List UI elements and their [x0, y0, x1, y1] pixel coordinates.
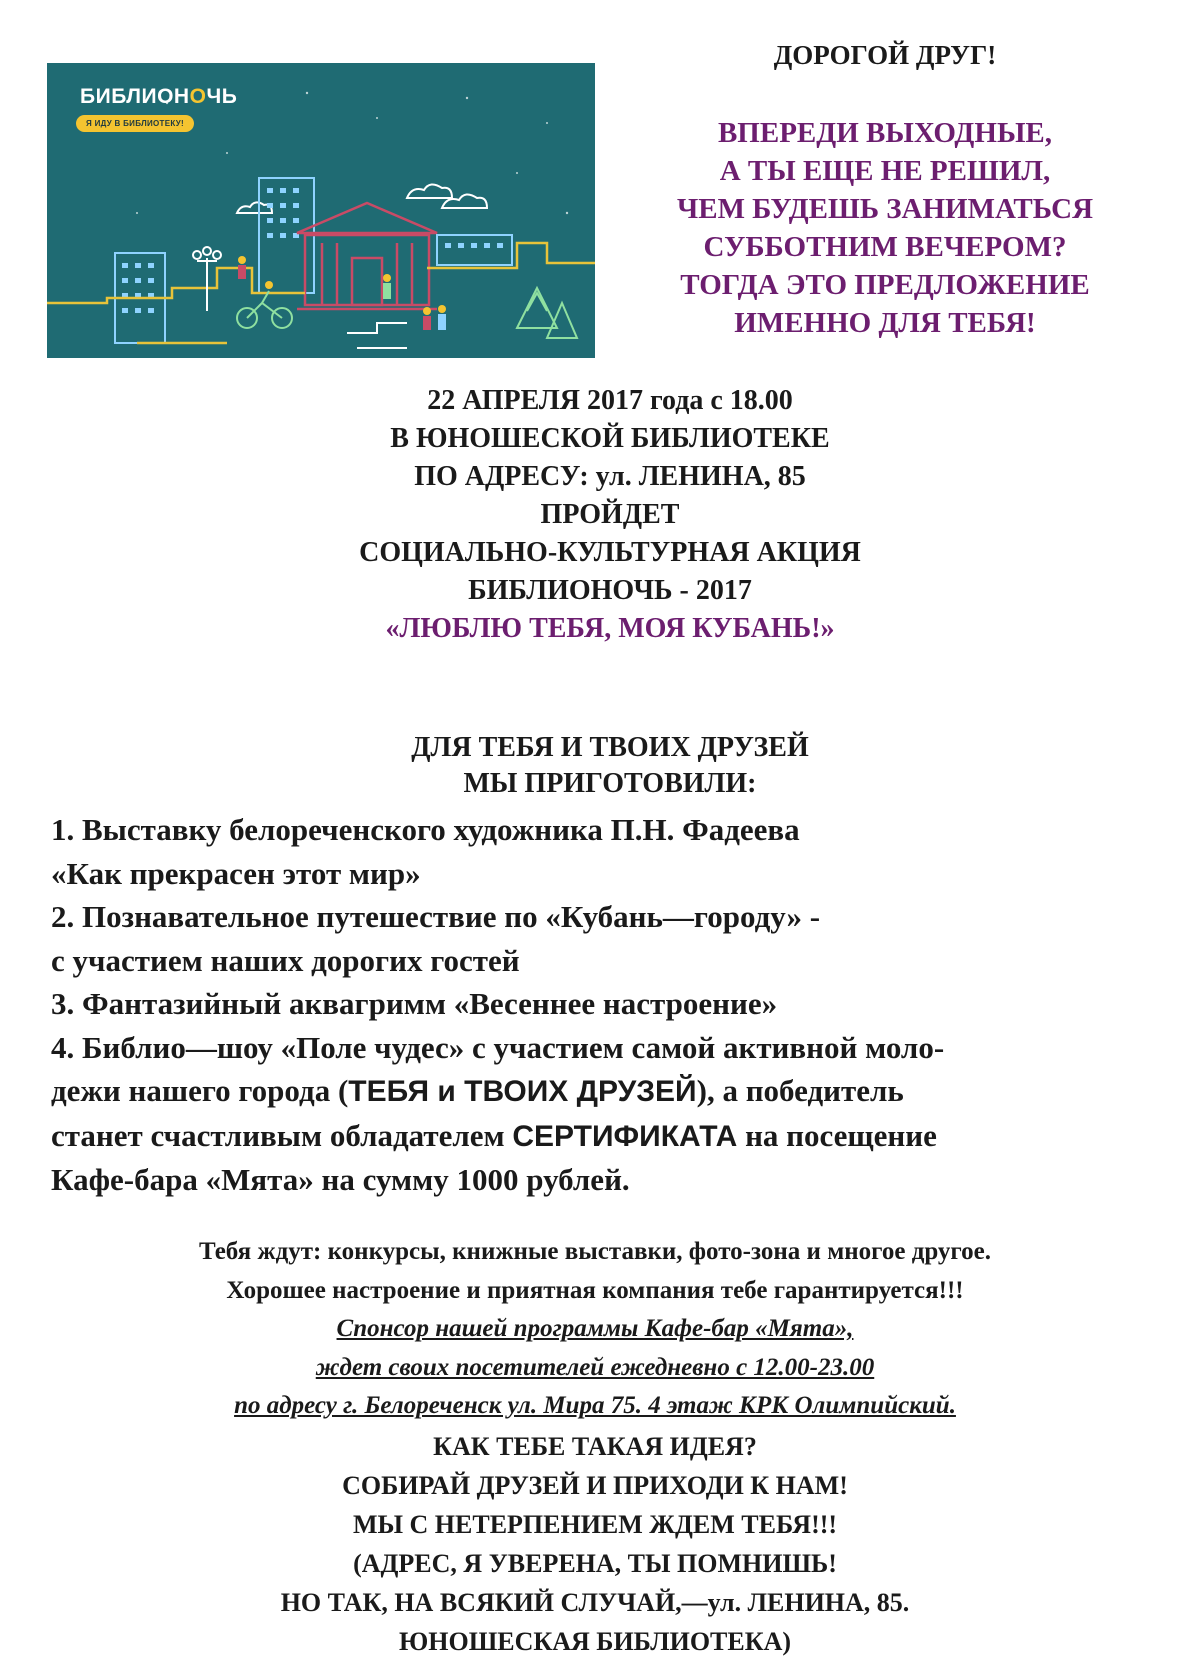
- closing-line: (АДРЕС, Я УВЕРЕНА, ТЫ ПОМНИШЬ!: [353, 1549, 837, 1578]
- intro-line: ТОГДА ЭТО ПРЕДЛОЖЕНИЕ: [680, 269, 1090, 301]
- intro-line: СУББОТНИМ ВЕЧЕРОМ?: [703, 231, 1067, 263]
- closing-line: МЫ С НЕТЕРПЕНИЕМ ЖДЕМ ТЕБЯ!!!: [352, 1510, 838, 1539]
- biblionoch-banner: [47, 63, 595, 358]
- intro-line: ВПЕРЕДИ ВЫХОДНЫЕ,: [717, 117, 1053, 149]
- program-item-2-cont: с участием наших дорогих гостей: [51, 942, 520, 978]
- intro-line: А ТЫ ЕЩЕ НЕ РЕШИЛ,: [719, 155, 1051, 187]
- closing-line: ЮНОШЕСКАЯ БИБЛИОТЕКА): [398, 1627, 792, 1656]
- prepared-line: ДЛЯ ТЕБЯ И ТВОИХ ДРУЗЕЙ: [411, 732, 809, 763]
- event-line: ПРОЙДЕТ: [540, 499, 680, 530]
- program-item-4-cont: дежи нашего города (ТЕБЯ и ТВОИХ ДРУЗЕЙ), а победитель: [51, 1073, 904, 1108]
- prepared-heading: [160, 730, 1060, 802]
- closing-line: НО ТАК, НА ВСЯКИЙ СЛУЧАЙ,—ул. ЛЕНИНА, 85.: [280, 1588, 910, 1617]
- program-item-4-cont: станет счастливым обладателем СЕРТИФИКАТА на посещение: [51, 1117, 937, 1153]
- event-motto: «ЛЮБЛЮ ТЕБЯ, МОЯ КУБАНЬ!»: [385, 613, 835, 644]
- program-item-4: 4. Библио—шоу «Поле чудес» с участием самой активной моло-: [51, 1029, 945, 1065]
- event-line: ПО АДРЕСУ: ул. ЛЕНИНА, 85: [414, 461, 806, 492]
- sponsor-line: Спонсор нашей программы Кафе-бар «Мята»,: [336, 1315, 854, 1342]
- slogan-badge: Я ИДУ В БИБЛИОТЕКУ!: [76, 115, 194, 132]
- friends-caps: ТЕБЯ и ТВОИХ ДРУЗЕЙ: [348, 1075, 697, 1108]
- closing-line: СОБИРАЙ ДРУЗЕЙ И ПРИХОДИ К НАМ!: [342, 1471, 848, 1500]
- cyclist: [237, 281, 292, 328]
- intro-line: ЧЕМ БУДЕШЬ ЗАНИМАТЬСЯ: [676, 193, 1094, 225]
- fir-trees: [517, 288, 577, 338]
- program-item-2: 2. Познавательное путешествие по «Кубань—городу» -: [51, 899, 821, 934]
- program-list: [51, 808, 1161, 1202]
- biblionoch-logo: БИБЛИОНОЧЬ: [80, 85, 238, 108]
- intro-block: [620, 114, 1150, 342]
- footer-line: Хорошее настроение и приятная компания тебе гарантируется!!!: [226, 1276, 964, 1304]
- program-item-1-title: «Как прекрасен этот мир»: [51, 855, 421, 891]
- footer-block: [40, 1233, 1150, 1426]
- apartment-building-right: [437, 235, 512, 265]
- event-line: В ЮНОШЕСКОЙ БИБЛИОТЕКЕ: [390, 423, 830, 454]
- program-item-3: 3. Фантазийный аквагримм «Весеннее настроение»: [51, 986, 778, 1021]
- footer-line: Тебя ждут: конкурсы, книжные выставки, фото-зона и многое другое.: [198, 1238, 992, 1265]
- program-item-1: 1. Выставку белореченского художника П.Н. Фадеева: [51, 812, 800, 847]
- program-item-4-end: Кафе-бара «Мята» на сумму 1000 рублей.: [51, 1162, 630, 1197]
- greeting-heading: [660, 36, 1110, 74]
- sponsor-line: по адресу г. Белореченск ул. Мира 75. 4 этаж КРК Олимпийский.: [234, 1392, 956, 1419]
- prepared-line: МЫ ПРИГОТОВИЛИ:: [463, 768, 757, 799]
- event-line: БИБЛИОНОЧЬ - 2017: [468, 575, 752, 606]
- greeting-text: ДОРОГОЙ ДРУГ!: [773, 40, 997, 70]
- event-block: [160, 382, 1060, 648]
- event-line: СОЦИАЛЬНО-КУЛЬТУРНАЯ АКЦИЯ: [359, 537, 861, 568]
- event-line: 22 АПРЕЛЯ 2017 года с 18.00: [427, 385, 793, 416]
- certificate-caps: СЕРТИФИКАТА: [512, 1119, 738, 1153]
- closing-block: [40, 1427, 1150, 1661]
- library-building: [297, 203, 437, 309]
- sponsor-line: ждет своих посетителей ежедневно с 12.00-23.00: [315, 1353, 875, 1381]
- closing-line: КАК ТЕБЕ ТАКАЯ ИДЕЯ?: [433, 1432, 757, 1461]
- intro-line: ИМЕННО ДЛЯ ТЕБЯ!: [734, 307, 1036, 339]
